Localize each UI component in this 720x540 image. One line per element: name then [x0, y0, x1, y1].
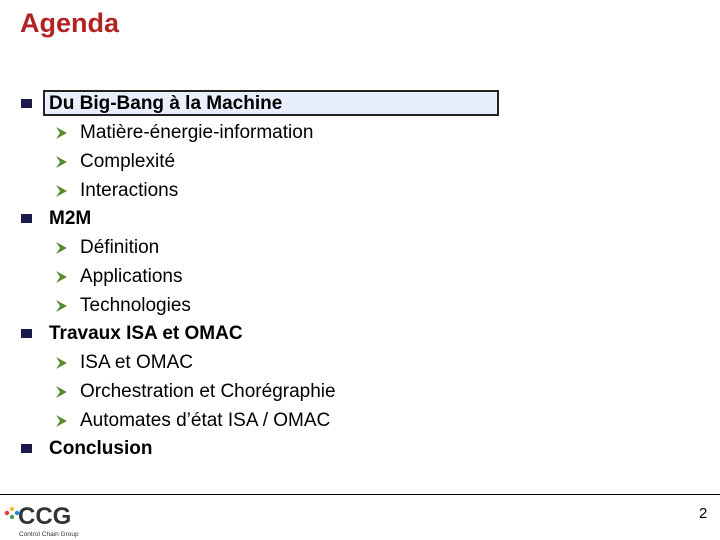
arrow-bullet-icon [55, 414, 68, 428]
agenda-item-label: Conclusion [49, 438, 153, 459]
square-bullet-icon [21, 99, 32, 108]
agenda-subitem [0, 234, 720, 262]
page-number: 2 [699, 505, 708, 522]
square-bullet-icon [21, 444, 32, 453]
agenda-subitem-label: ISA et OMAC [80, 352, 193, 373]
arrow-bullet-icon [55, 385, 68, 399]
page-title: Agenda [20, 8, 120, 38]
agenda-subitem [0, 119, 720, 147]
agenda-subitem [0, 349, 720, 377]
agenda-subitem-label: Applications [80, 266, 183, 287]
logo-text: CCG [18, 503, 72, 530]
arrow-bullet-icon [55, 241, 68, 255]
agenda-item [0, 320, 720, 348]
agenda-subitem [0, 148, 720, 176]
square-bullet-icon [21, 214, 32, 223]
agenda-item-label: Travaux ISA et OMAC [49, 323, 243, 344]
arrow-bullet-icon [55, 299, 68, 313]
agenda-subitem-label: Définition [80, 237, 160, 258]
arrow-bullet-icon [55, 126, 68, 140]
agenda-subitem [0, 177, 720, 205]
agenda-subitem [0, 378, 720, 406]
agenda-subitem-label: Technologies [80, 295, 191, 316]
arrow-bullet-icon [55, 155, 68, 169]
agenda-item-label: Du Big-Bang à la Machine [49, 93, 283, 114]
arrow-bullet-icon [55, 270, 68, 284]
ccg-logo [2, 500, 82, 540]
agenda-item [0, 90, 720, 118]
arrow-bullet-icon [55, 356, 68, 370]
footer-divider [0, 494, 720, 495]
agenda-subitem-label: Orchestration et Chorégraphie [80, 381, 336, 402]
agenda-subitem-label: Automates d’état ISA / OMAC [80, 410, 331, 431]
agenda-item [0, 205, 720, 233]
agenda-item [0, 435, 720, 463]
agenda-subitem-label: Matière-énergie-information [80, 122, 314, 143]
agenda-subitem-label: Interactions [80, 180, 179, 201]
logo-subtext: Control Chain Group [19, 531, 79, 538]
agenda-subitem [0, 407, 720, 435]
agenda-subitem [0, 263, 720, 291]
agenda-item-label: M2M [49, 208, 92, 229]
agenda-subitem [0, 292, 720, 320]
agenda-subitem-label: Complexité [80, 151, 176, 172]
square-bullet-icon [21, 329, 32, 338]
arrow-bullet-icon [55, 184, 68, 198]
